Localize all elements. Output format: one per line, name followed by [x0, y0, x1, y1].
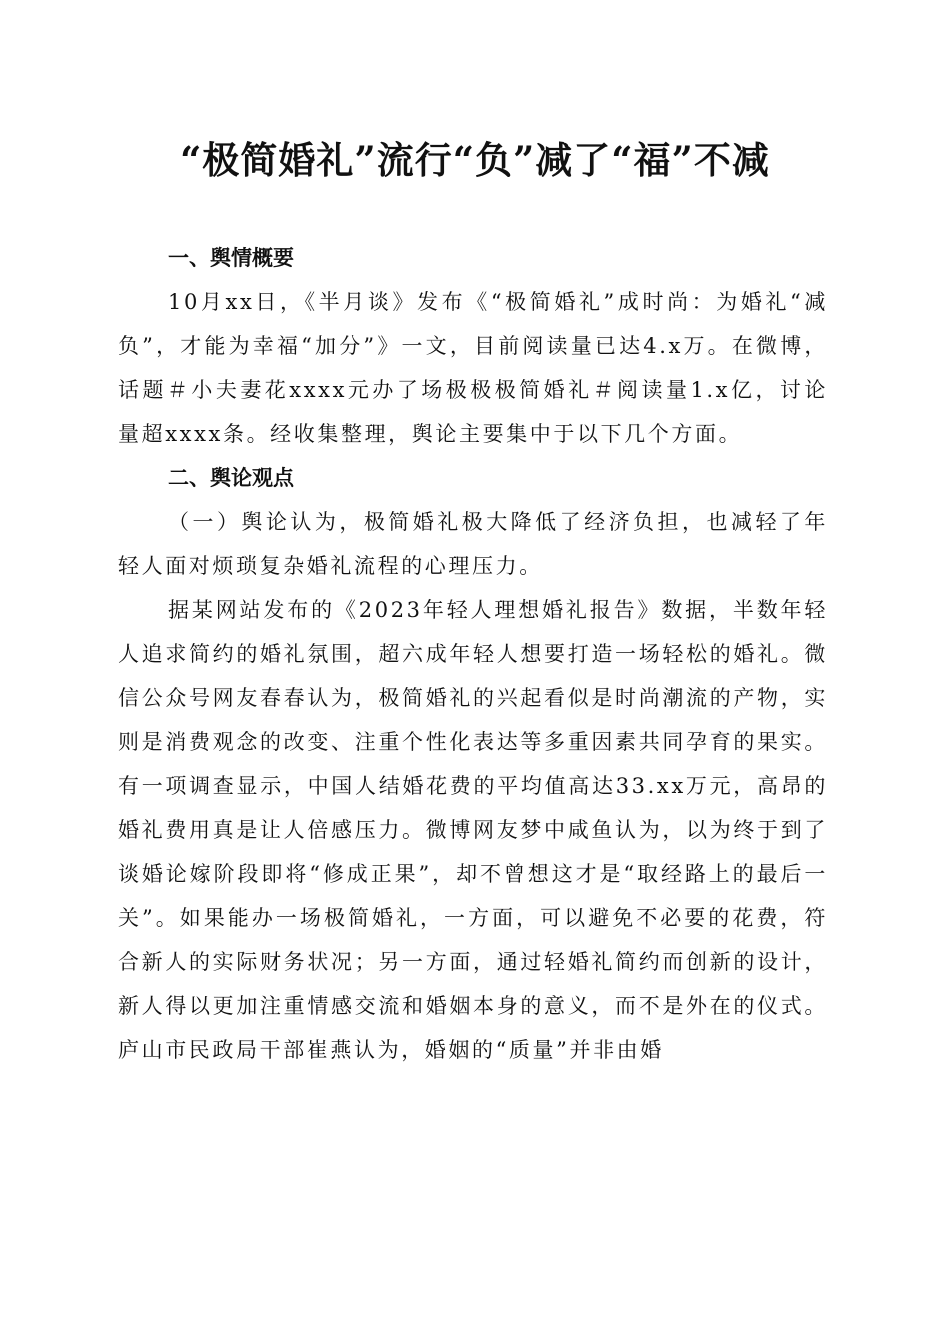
paragraph-overview: 10月xx日，《半月谈》发布《“极简婚礼”成时尚：为婚礼“减负”，才能为幸福“加分”》一文，目前阅读量已达4.x万。在微博，话题＃小夫妻花xxxx元办了场极极极简婚礼＃阅读量1.x亿，讨论量超xxxx条。经收集整理，舆论主要集中于以下几个方面。: [118, 290, 828, 446]
section-heading-overview: 一、舆情概要: [168, 246, 294, 270]
document-title: “极简婚礼”流行“负”减了“福”不减: [180, 138, 770, 182]
document-body: [118, 236, 828, 1072]
section-heading-opinions: 二、舆论观点: [168, 466, 294, 490]
subheading-opinion-1: （一）舆论认为，极简婚礼极大降低了经济负担，也减轻了年轻人面对烦琐复杂婚礼流程的心理压力。: [118, 510, 828, 578]
paragraph-opinion-1: 据某网站发布的《2023年轻人理想婚礼报告》数据，半数年轻人追求简约的婚礼氛围，超六成年轻人想要打造一场轻松的婚礼。微信公众号网友春春认为，极简婚礼的兴起看似是时尚潮流的产物，实则是消费观念的改变、注重个性化表达等多重因素共同孕育的果实。有一项调查显示，中国人结婚花费的平均值高达33.xx万元，高昂的婚礼费用真是让人倍感压力。微博网友梦中咸鱼认为，以为终于到了谈婚论嫁阶段即将“修成正果”，却不曾想这才是“取经路上的最后一关”。如果能办一场极简婚礼，一方面，可以避免不必要的花费，符合新人的实际财务状况；另一方面，通过轻婚礼简约而创新的设计，新人得以更加注重情感交流和婚姻本身的意义，而不是外在的仪式。庐山市民政局干部崔燕认为，婚姻的“质量”并非由婚: [118, 598, 828, 1062]
